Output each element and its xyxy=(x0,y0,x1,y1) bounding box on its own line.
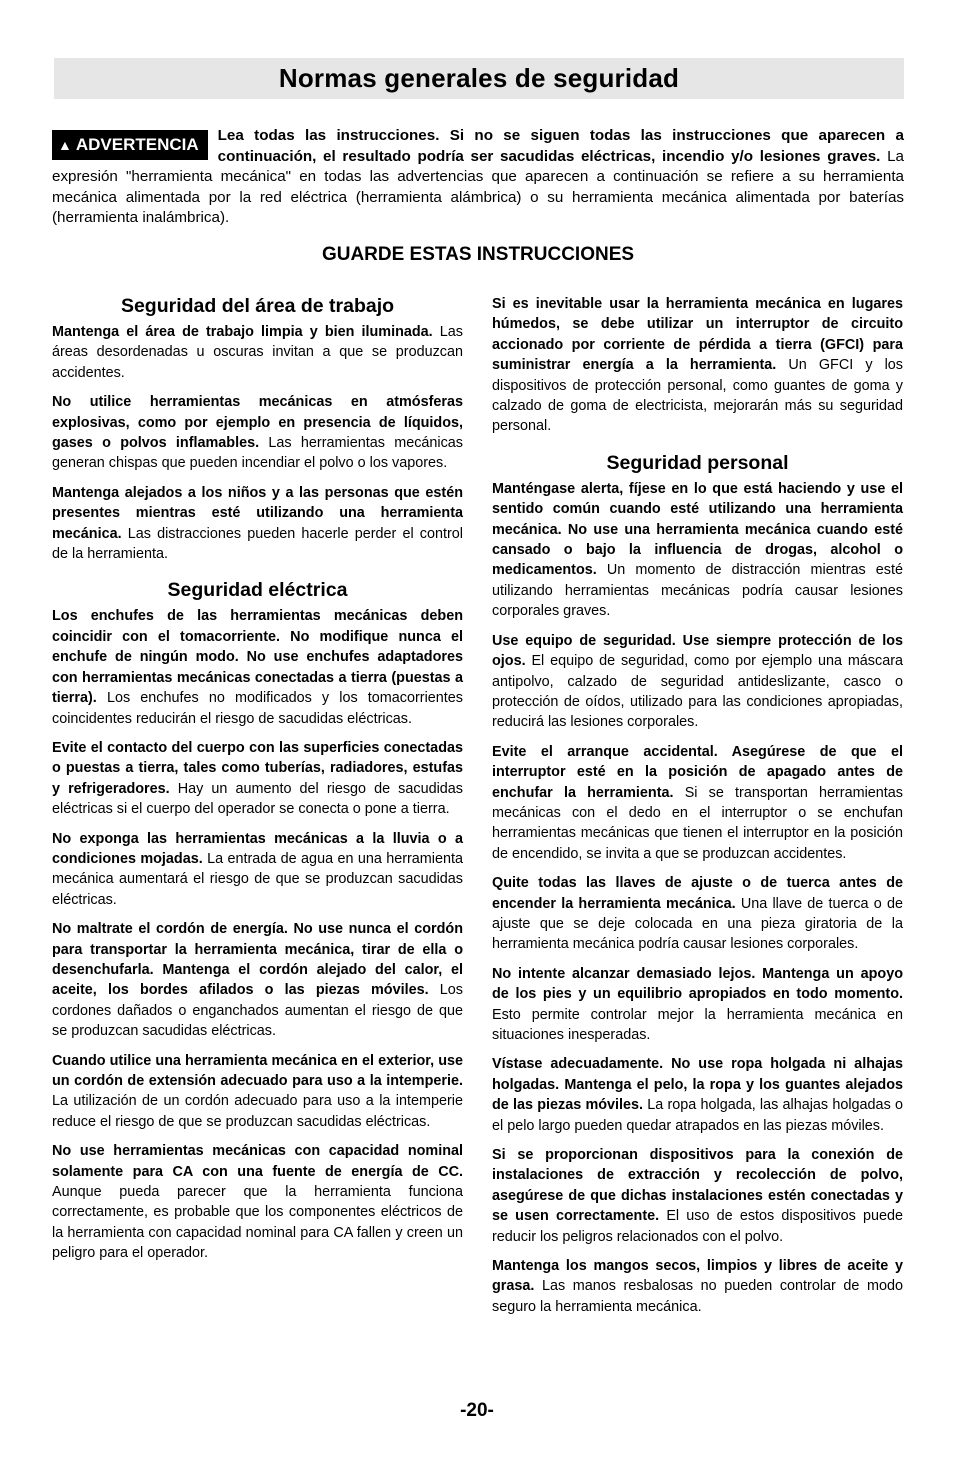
warning-intro xyxy=(52,126,904,229)
right-column xyxy=(492,294,903,1326)
paragraph: No utilice herramientas mecánicas en atmósferas explosivas, como por ejemplo en presencia de líquidos, gases o polvos inflamables. Las herramientas mecánicas generan chispas que pueden incendiar el polvo o los vapores. xyxy=(52,394,464,472)
warning-text: La expresión "herramienta mecánica" en todas las advertencias que aparecen a continuación se refiere a su herramienta mecánica alimentada por la red eléctrica (herramienta alámbrica) o su herramienta mecánica alimentada por baterías (herramienta inalámbrica). xyxy=(52,147,904,227)
work-area-heading: Seguridad del área de trabajo xyxy=(120,295,395,317)
title-bar xyxy=(54,58,904,99)
page-number: -20- xyxy=(460,1400,494,1421)
warning-badge xyxy=(52,130,208,160)
electrical-heading: Seguridad eléctrica xyxy=(167,579,348,602)
warning-triangle-icon: ▲ xyxy=(58,137,72,153)
paragraph: Los enchufes de las herramientas mecánicas deben coincidir con el tomacorriente. No modifique nunca el enchufe de ningún modo. No use enchufes adaptadores con herramientas mecánicas conectadas a tierra (puestas a tierra). Los enchufes no modificados y los tomacorrientes coincidentes reducirán el riesgo de sacudidas eléctricas. xyxy=(52,608,463,727)
paragraph: No intente alcanzar demasiado lejos. Mantenga un apoyo de los pies y un equilibrio apropiados en todo momento. Esto permite controlar mejor la herramienta mecánica en situaciones inesperadas. xyxy=(492,965,903,1043)
paragraph: Use equipo de seguridad. Use siempre protección de los ojos. El equipo de seguridad, como por ejemplo una máscara antipolvo, calzado de seguridad antideslizante, casco o protección de oídos, utilizado para las condiciones apropiadas, reducirá las lesiones corporales. xyxy=(492,632,903,731)
personal-heading: Seguridad personal xyxy=(606,451,789,474)
paragraph: Vístase adecuadamente. No use ropa holgada ni alhajas holgadas. Mantenga el pelo, la ropa y los guantes alejados de las piezas móviles. La ropa holgada, las alhajas holgadas o el pelo largo pueden quedar atrapados en las piezas móviles. xyxy=(492,1056,903,1134)
paragraph: No maltrate el cordón de energía. No use nunca el cordón para transportar la herramienta mecánica, tirar de ella o desenchufarla. Mantenga el cordón alejado del calor, el aceite, los bordes afilados o las piezas móviles. Los cordones dañados o enganchados aumentan el riesgo de que se produzcan sacudidas eléctricas. xyxy=(52,921,463,1040)
paragraph: Quite todas las llaves de ajuste o de tuerca antes de encender la herramienta mecánica. Una llave de tuerca o de ajuste que se deje colocada en una pieza giratoria de la herramienta mecánica podría causar lesiones corporales. xyxy=(492,875,903,953)
paragraph: Si se proporcionan dispositivos para la conexión de instalaciones de extracción y recolección de polvo, asegúrese de que dichas instalaciones estén conectadas y se usen correctamente. El uso de estos dispositivos puede reducir los peligros relacionados con el polvo. xyxy=(492,1147,903,1245)
warning-lead: Lea todas las instrucciones. Si no se siguen todas las instrucciones que aparecen a continuación, el resultado podría ser sacudidas eléctricas, incendio y/o lesiones graves. xyxy=(217,127,904,165)
paragraph: No use herramientas mecánicas con capacidad nominal solamente para CA con una fuente de energía de CC. Aunque pueda parecer que la herramienta funciona correctamente, es probable que los componentes eléctricos de la herramienta con capacidad nominal para CA fallen y creen un peligro para el operador. xyxy=(52,1143,463,1262)
page-title: Normas generales de seguridad xyxy=(278,63,680,93)
paragraph: Evite el contacto del cuerpo con las superficies conectadas o puestas a tierra, tales como tuberías, radiadores, estufas y refrigeradores. Hay un aumento del riesgo de sacudidas eléctricas si el cuerpo del operador se conecta o pone a tierra. xyxy=(52,739,463,818)
paragraph: Mantenga el área de trabajo limpia y bien iluminada. Las áreas desordenadas u oscuras invitan a que se produzcan accidentes. xyxy=(52,324,463,381)
paragraph: Mantenga alejados a los niños y a las personas que estén presentes mientras esté utilizando una herramienta mecánica. Las distracciones pueden hacerle perder el control de la herramienta. xyxy=(52,484,463,563)
paragraph: Cuando utilice una herramienta mecánica en el exterior, use un cordón de extensión adecuado para uso a la intemperie. La utilización de un cordón adecuado para uso a la intemperie reduce el riesgo de que se produzcan sacudidas eléctricas. xyxy=(52,1052,463,1130)
left-column xyxy=(52,294,463,1273)
paragraph: Mantenga los mangos secos, limpios y libres de aceite y grasa. Las manos resbalosas no pueden controlar de modo seguro la herramienta mecánica. xyxy=(492,1258,903,1315)
save-instructions-heading: GUARDE ESTAS INSTRUCCIONES xyxy=(321,244,635,265)
paragraph: Manténgase alerta, fíjese en lo que está haciendo y use el sentido común cuando esté utilizando una herramienta mecánica. No use una herramienta mecánica cuando esté cansado o bajo la influencia de drogas, alcohol o medicamentos. Un momento de distracción mientras esté utilizando herramientas mecánicas podría causar lesiones corporales graves. xyxy=(492,480,903,620)
paragraph: Evite el arranque accidental. Asegúrese de que el interruptor esté en la posición de apagado antes de enchufar la herramienta. Si se transportan herramientas mecánicas con el dedo en el interruptor o se enchufan herramientas mecánicas que tienen el interruptor en la posición de encendido, se invita a que se produzcan accidentes. xyxy=(492,743,903,862)
warning-badge-label: ADVERTENCIA xyxy=(75,135,199,154)
paragraph: Si es inevitable usar la herramienta mecánica en lugares húmedos, se debe utilizar un interruptor de circuito accionado por corriente de pérdida a tierra (GFCI) para suministrar energía a la herramienta. Un GFCI y los dispositivos de protección personal, como guantes de goma y calzado de goma de electricista, mejorarán más su seguridad personal. xyxy=(492,296,903,435)
paragraph: No exponga las herramientas mecánicas a la lluvia o a condiciones mojadas. La entrada de agua en una herramienta mecánica aumentará el riesgo de que se produzcan sacudidas eléctricas. xyxy=(52,830,463,908)
